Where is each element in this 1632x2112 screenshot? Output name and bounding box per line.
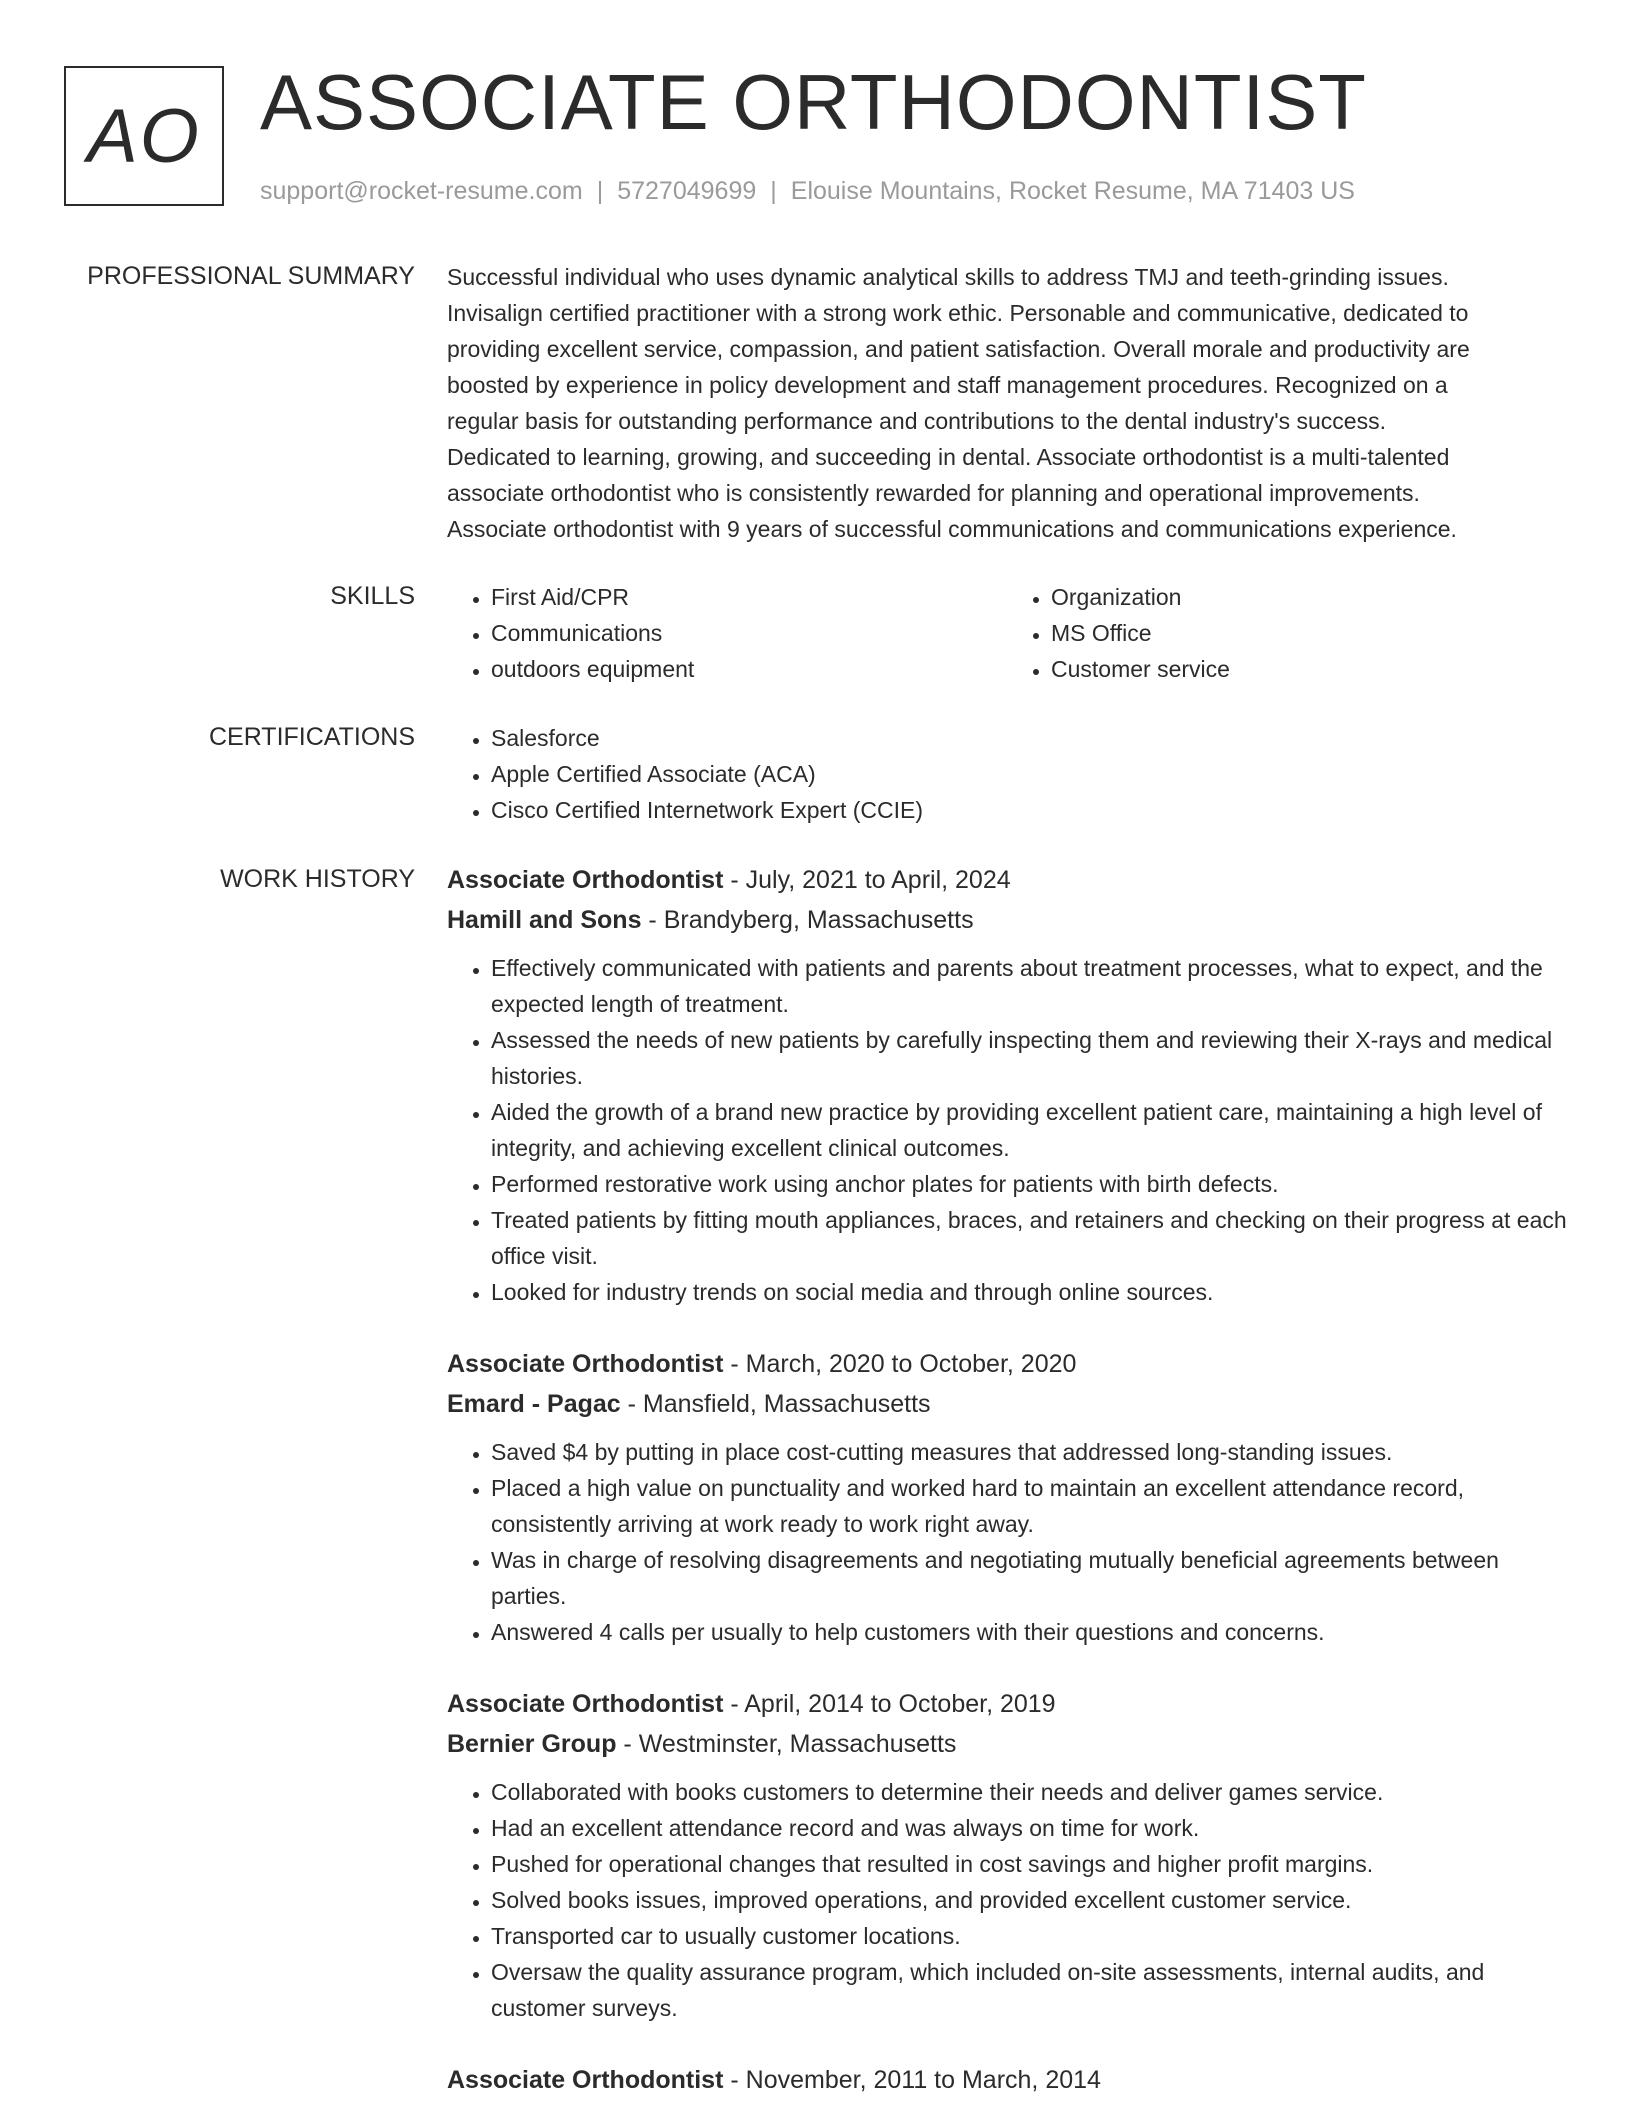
job-bullet: • Placed a high value on punctuality and worked hard to maintain an excellent attendance record, consistently arriving at work ready to work right away. <box>491 1470 1567 1542</box>
job-bullet: • Was in charge of resolving disagreements and negotiating mutually beneficial agreements between parties. <box>491 1542 1567 1614</box>
job-company-line <box>447 900 1567 940</box>
job-dates: - March, 2020 to October, 2020 <box>723 1350 1077 1378</box>
contact-line <box>260 174 1355 208</box>
contact-address: Elouise Mountains, Rocket Resume, MA 71403 US <box>790 177 1355 205</box>
page-title: ASSOCIATE ORTHODONTIST <box>260 58 1367 146</box>
summary-line: Successful individual who uses dynamic analytical skills to address TMJ and teeth-grinding issues. <box>447 264 1449 290</box>
summary-line: providing excellent service, compassion, and patient satisfaction. Overall morale and productivity are <box>447 336 1470 362</box>
skill-item: • MS Office <box>1051 615 1567 651</box>
contact-separator: | <box>770 177 777 205</box>
contact-email: support@rocket-resume.com <box>260 177 583 205</box>
job-bullet: • Pushed for operational changes that resulted in cost savings and higher profit margins. <box>491 1846 1567 1882</box>
job-bullet: • Had an excellent attendance record and was always on time for work. <box>491 1810 1567 1846</box>
certifications-body <box>447 720 1567 828</box>
job-title: Associate Orthodontist <box>447 2066 724 2094</box>
skills-body <box>447 579 1567 687</box>
job-bullets <box>447 950 1567 1310</box>
job-company: Emard - Pagac <box>447 1390 621 1418</box>
certification-item: • Salesforce <box>491 720 1567 756</box>
job-bullets <box>447 1434 1567 1650</box>
job-title-line <box>447 1684 1567 1724</box>
job-dates: - November, 2011 to March, 2014 <box>723 2066 1101 2094</box>
job-company-line <box>447 1384 1567 1424</box>
monogram-box <box>64 66 224 206</box>
job-dates: - April, 2014 to October, 2019 <box>723 1690 1056 1718</box>
job-title-line <box>447 860 1567 900</box>
job-bullets <box>447 1774 1567 2026</box>
job-entry <box>447 1684 1567 2026</box>
certification-item: • Cisco Certified Internetwork Expert (CCIE) <box>491 792 1567 828</box>
job-title: Associate Orthodontist <box>447 866 724 894</box>
job-title-line <box>447 1344 1567 1384</box>
job-bullet: • Looked for industry trends on social media and through online sources. <box>491 1274 1567 1310</box>
summary-line: Invisalign certified practitioner with a strong work ethic. Personable and communicative, dedicated to <box>447 300 1469 326</box>
summary-body <box>447 259 1567 547</box>
job-bullet: • Saved $4 by putting in place cost-cutting measures that addressed long-standing issues. <box>491 1434 1567 1470</box>
summary-line: Dedicated to learning, growing, and succeeding in dental. Associate orthodontist is a multi-talented <box>447 444 1450 470</box>
skill-item: • Organization <box>1051 579 1567 615</box>
summary-text <box>447 259 1567 547</box>
job-title-line <box>447 2060 1567 2100</box>
job-company: Hamill and Sons <box>447 906 642 934</box>
job-bullet: • Answered 4 calls per usually to help customers with their questions and concerns. <box>491 1614 1567 1650</box>
skills-list-right <box>1007 579 1567 687</box>
work-history-body <box>447 860 1567 2100</box>
summary-label: PROFESSIONAL SUMMARY <box>87 262 415 290</box>
job-bullet: • Oversaw the quality assurance program, which included on-site assessments, internal audits, and customer surveys. <box>491 1954 1567 2026</box>
work-history-label: WORK HISTORY <box>220 865 415 893</box>
job-company-line <box>447 1724 1567 1764</box>
certification-item: • Apple Certified Associate (ACA) <box>491 756 1567 792</box>
job-title: Associate Orthodontist <box>447 1350 724 1378</box>
job-bullet: • Assessed the needs of new patients by carefully inspecting them and reviewing their X-rays and medical histories. <box>491 1022 1567 1094</box>
skill-item: • Communications <box>491 615 1007 651</box>
skills-label: SKILLS <box>330 582 415 610</box>
job-location: - Mansfield, Massachusetts <box>620 1390 931 1418</box>
summary-line: associate orthodontist who is consistently rewarded for planning and operational improvements. <box>447 480 1420 506</box>
skill-item: • outdoors equipment <box>491 651 1007 687</box>
contact-phone: 5727049699 <box>617 177 757 205</box>
certifications-list <box>447 720 1567 828</box>
job-bullet: • Performed restorative work using anchor plates for patients with birth defects. <box>491 1166 1567 1202</box>
job-dates: - July, 2021 to April, 2024 <box>723 866 1011 894</box>
skill-item: • Customer service <box>1051 651 1567 687</box>
job-bullet: • Treated patients by fitting mouth appliances, braces, and retainers and checking on their progress at each office visit. <box>491 1202 1567 1274</box>
job-bullet: • Solved books issues, improved operations, and provided excellent customer service. <box>491 1882 1567 1918</box>
summary-line: Associate orthodontist with 9 years of successful communications and communications experience. <box>447 516 1457 542</box>
job-bullet: • Transported car to usually customer locations. <box>491 1918 1567 1954</box>
job-bullet: • Aided the growth of a brand new practice by providing excellent patient care, maintaining a high level of integrity, and achieving excellent clinical outcomes. <box>491 1094 1567 1166</box>
job-entry <box>447 860 1567 1310</box>
job-location: - Brandyberg, Massachusetts <box>641 906 974 934</box>
skill-item: • First Aid/CPR <box>491 579 1007 615</box>
monogram-initials: AO <box>87 93 201 179</box>
job-entry <box>447 1344 1567 1650</box>
job-bullet: • Collaborated with books customers to determine their needs and deliver games service. <box>491 1774 1567 1810</box>
summary-line: boosted by experience in policy development and staff management procedures. Recognized on a <box>447 372 1448 398</box>
job-title: Associate Orthodontist <box>447 1690 724 1718</box>
job-entry <box>447 2060 1567 2100</box>
job-bullet: • Effectively communicated with patients and parents about treatment processes, what to expect, and the expected length of treatment. <box>491 950 1567 1022</box>
skills-list-left <box>447 579 1007 687</box>
certifications-label: CERTIFICATIONS <box>208 723 415 751</box>
job-location: - Westminster, Massachusetts <box>616 1730 957 1758</box>
job-company: Bernier Group <box>447 1730 617 1758</box>
contact-separator: | <box>596 177 604 205</box>
summary-line: regular basis for outstanding performance and contributions to the dental industry's success. <box>447 408 1386 434</box>
